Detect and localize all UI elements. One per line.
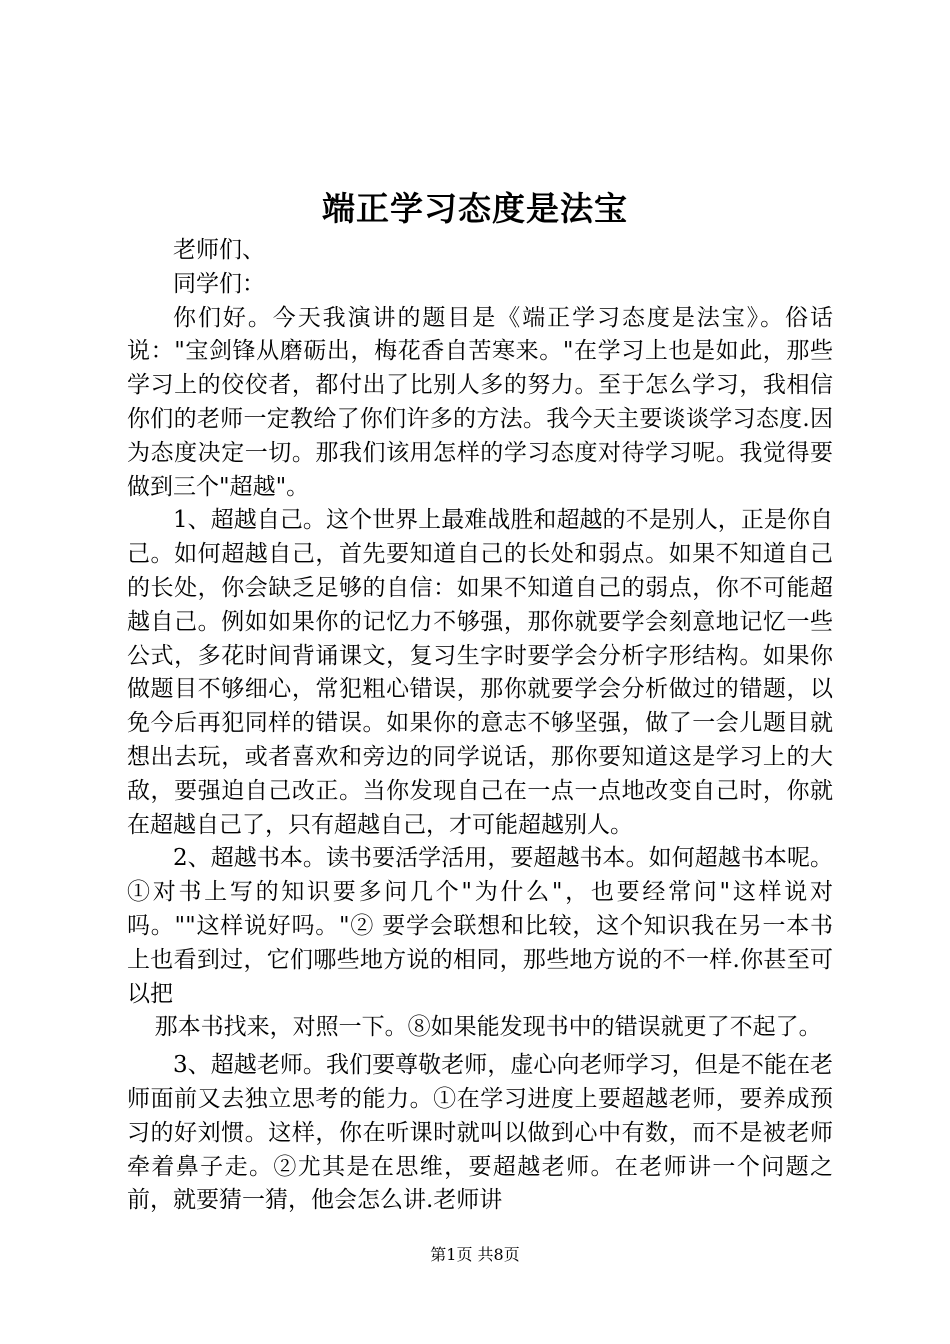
paragraph-surpass-books-continued: 那本书找来，对照一下。⑧如果能发现书中的错误就更了不起了。 (154, 1014, 822, 1041)
paragraph-intro: 你们好。今天我演讲的题目是《端正学习态度是法宝》。俗话说："宝剑锋从磨砺出，梅花香自苦寒来。"在学习上也是如此，那些学习上的佼佼者，都付出了比别人多的努力。至于怎么学习，我相信你们的老师一定教给了你们许多的方法。我今天主要谈谈学习态度.因为态度决定一切。那我们该用怎样的学习态度对待学习呢。我觉得要做到三个"超越"。 (127, 304, 833, 500)
document-title: 端正学习态度是法宝 (322, 189, 628, 228)
paragraph-surpass-teachers: 3、超越老师。我们要尊敬老师，虚心向老师学习，但是不能在老师面前又去独立思考的能力。①在学习进度上要超越老师，要养成预习的好刘惯。这样，你在听课时就叫以做到心中有数，而不是被老师牵着鼻子走。②尤其是在思维，要超越老师。在老师讲一个问题之前，就要猜一猜，他会怎么讲.老师讲 (127, 1052, 833, 1214)
page-indicator: 第1页 共8页 (430, 1245, 520, 1264)
paragraph-surpass-books: 2、超越书本。读书要活学活用，要超越书本。如何超越书本呢。①对书上写的知识要多问几个"为什么"，也要经常问"这样说对吗。""这样说好吗。"② 要学会联想和比较，这个知识我在另一本书上也看到过，它们哪些地方说的相同，那些地方说的不一样.你甚至可以把 (127, 845, 833, 1007)
salutation-teachers: 老师们、 (173, 237, 265, 263)
document-body (127, 234, 833, 1218)
salutation-students: 同学们： (173, 270, 265, 297)
paragraph-surpass-self: 1、超越自己。这个世界上最难战胜和超越的不是别人，正是你自己。如何超越自己，首先要知道自己的长处和弱点。如果不知道自己的长处，你会缺乏足够的自信：如果不知道自己的弱点，你不可能超越自己。例如如果你的记忆力不够强，那你就要学会刻意地记忆一些公式，多花时间背诵课文，复习生字时要学会分析字形结构。如果你做题目不够细心，常犯粗心错误，那你就要学会分析做过的错题，以免今后再犯同样的错误。如果你的意志不够坚强，做了一会儿题目就想出去玩，或者喜欢和旁边的同学说话，那你要知道这是学习上的大敌，要强迫自己改正。当你发现自己在一点一点地改变自己时，你就在超越自己了，只有超越自己，才可能超越别人。 (127, 507, 833, 838)
